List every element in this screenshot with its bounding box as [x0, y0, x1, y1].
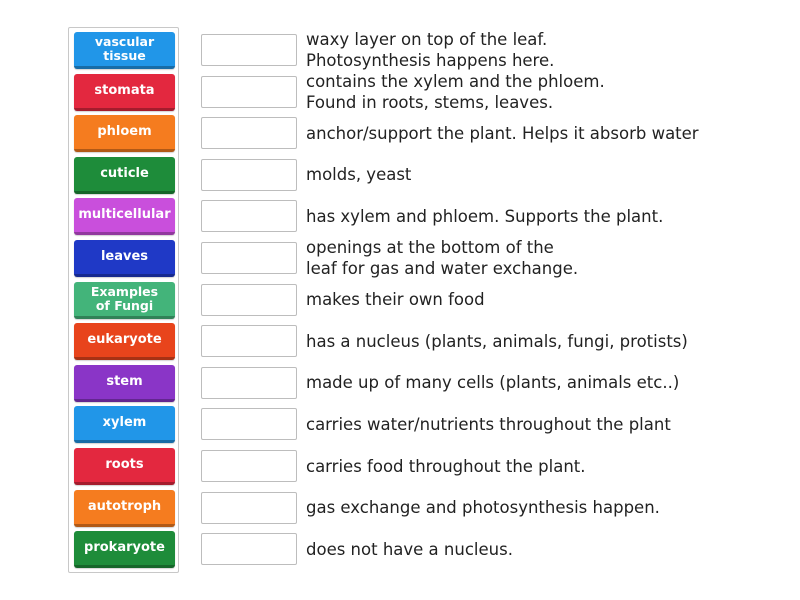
definition-text: anchor/support the plant. Helps it absorb water: [306, 123, 699, 143]
word-tile[interactable]: roots: [74, 448, 175, 485]
answer-drop-box[interactable]: [201, 76, 297, 108]
word-tile[interactable]: phloem: [74, 115, 175, 152]
tile-panel: [68, 27, 179, 573]
word-tile[interactable]: stomata: [74, 74, 175, 111]
definition-text: carries food throughout the plant.: [306, 456, 586, 476]
definition-text: molds, yeast: [306, 165, 412, 185]
word-tile[interactable]: multicellular: [74, 198, 175, 235]
definition-text: openings at the bottom of the leaf for gas and water exchange.: [306, 238, 579, 278]
answer-drop-box[interactable]: [201, 284, 297, 316]
answer-drop-box[interactable]: [201, 159, 297, 191]
definition-text: contains the xylem and the phloem. Found in roots, stems, leaves.: [306, 71, 605, 112]
definition-text: waxy layer on top of the leaf. Photosynthesis happens here.: [306, 30, 555, 70]
word-tile[interactable]: cuticle: [74, 157, 175, 194]
word-tile[interactable]: eukaryote: [74, 323, 175, 360]
word-tile[interactable]: vascular tissue: [74, 32, 175, 69]
word-tile[interactable]: stem: [74, 365, 175, 402]
definition-text: made up of many cells (plants, animals etc..): [306, 373, 680, 393]
answer-drop-box[interactable]: [201, 533, 297, 565]
definition-text: has xylem and phloem. Supports the plant.: [306, 206, 664, 226]
answer-drop-box[interactable]: [201, 408, 297, 440]
answer-drop-box[interactable]: [201, 325, 297, 357]
word-tile[interactable]: leaves: [74, 240, 175, 277]
answer-drop-box[interactable]: [201, 200, 297, 232]
definition-text: gas exchange and photosynthesis happen.: [306, 498, 660, 518]
word-tile[interactable]: prokaryote: [74, 531, 175, 568]
answer-drop-box[interactable]: [201, 367, 297, 399]
word-tile[interactable]: Examples of Fungi: [74, 282, 175, 319]
definition-text: does not have a nucleus.: [306, 539, 513, 559]
word-tile[interactable]: xylem: [74, 406, 175, 443]
definition-text: makes their own food: [306, 290, 485, 310]
answer-drop-box[interactable]: [201, 34, 297, 66]
word-tile[interactable]: autotroph: [74, 490, 175, 527]
answer-drop-box[interactable]: [201, 450, 297, 482]
answer-drop-box[interactable]: [201, 492, 297, 524]
definition-text: carries water/nutrients throughout the plant: [306, 414, 671, 434]
definition-text: has a nucleus (plants, animals, fungi, protists): [306, 331, 688, 351]
answer-drop-box[interactable]: [201, 242, 297, 274]
answer-drop-box[interactable]: [201, 117, 297, 149]
